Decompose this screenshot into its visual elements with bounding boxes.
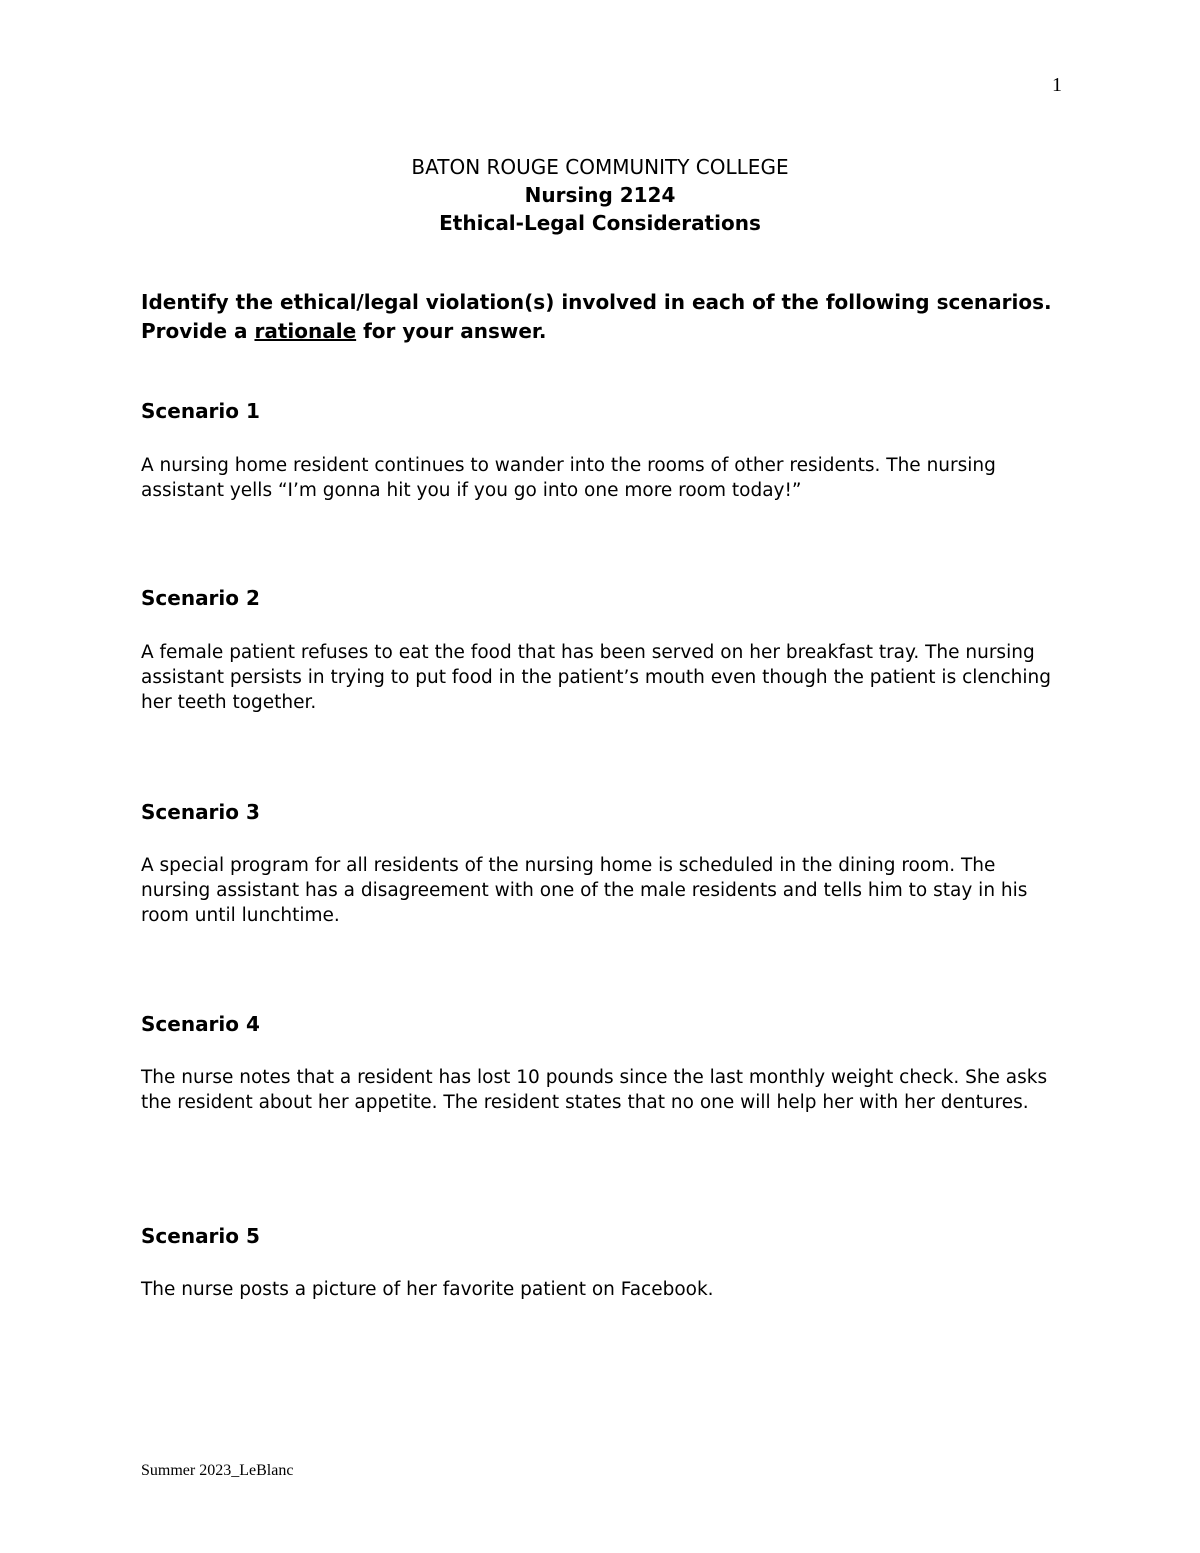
instructions-line-2-start: Provide a: [141, 319, 255, 343]
instructions-line-2: [141, 317, 1081, 346]
scenario-2-title: Scenario 2: [141, 586, 260, 610]
document-header: [0, 153, 1200, 237]
scenario-5-text: The nurse posts a picture of her favorite patient on Facebook.: [141, 1279, 714, 1300]
page-number: 1: [1052, 74, 1062, 96]
scenario-3-text: A special program for all residents of the nursing home is scheduled in the dining room. The nursing assistant has a disagreement with one of the male residents and tells him to stay in his room until lunchtime.: [141, 855, 1028, 926]
institution-name: BATON ROUGE COMMUNITY COLLEGE: [411, 155, 789, 179]
scenario-5-title: Scenario 5: [141, 1224, 260, 1248]
instructions: [141, 288, 1081, 346]
scenario-4-title: Scenario 4: [141, 1012, 260, 1036]
scenario-3-title: Scenario 3: [141, 800, 260, 824]
topic-title: Ethical-Legal Considerations: [439, 211, 761, 235]
instructions-line-1: Identify the ethical/legal violation(s) involved in each of the following scenarios.: [141, 290, 1052, 314]
footer: Summer 2023_LeBlanc: [141, 1462, 294, 1479]
scenario-1-title: Scenario 1: [141, 399, 260, 423]
course-title: Nursing 2124: [524, 183, 676, 207]
scenario-4-text: The nurse notes that a resident has lost 10 pounds since the last monthly weight check. She asks the resident about her appetite. The resident states that no one will help her with her dentures.: [141, 1067, 1048, 1113]
scenario-2-text: A female patient refuses to eat the food that has been served on her breakfast tray. The nursing assistant persists in trying to put food in the patient’s mouth even though the patient is clenching her teeth together.: [141, 642, 1052, 713]
scenario-1-text: A nursing home resident continues to wander into the rooms of other residents. The nursing assistant yells “I’m gonna hit you if you go into one more room today!”: [141, 455, 996, 501]
instructions-line-2-end: for your answer.: [356, 319, 547, 343]
rationale-underlined: rationale: [254, 319, 357, 343]
